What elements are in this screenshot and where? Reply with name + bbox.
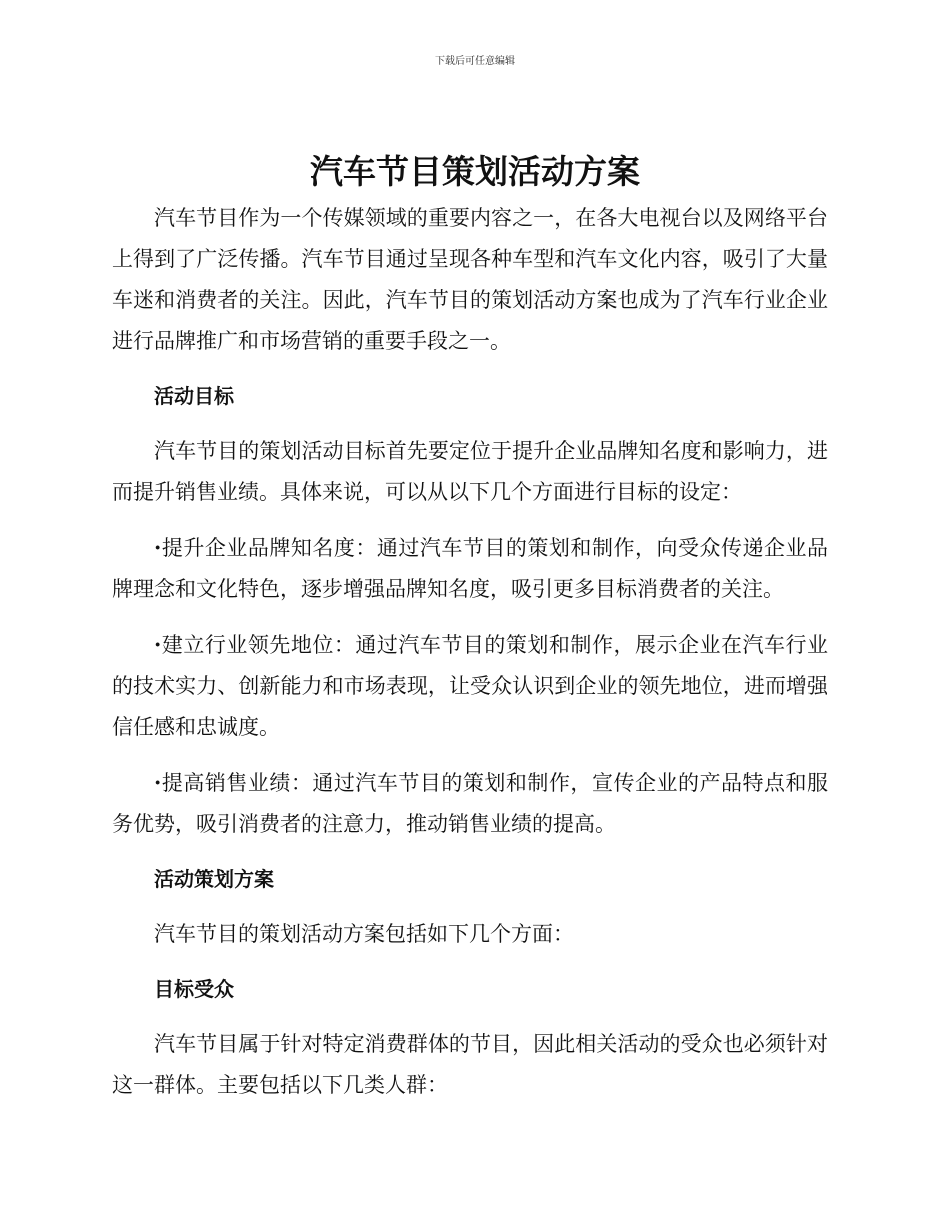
bullet-text: 提高销售业绩：通过汽车节目的策划和制作，宣传企业的产品特点和服务优势，吸引消费者的注意力，推动销售业绩的提高。 (112, 771, 828, 836)
page-header-note: 下载后可任意编辑 (435, 56, 515, 67)
bullet-dot: · (154, 535, 162, 560)
bullet-dot: · (154, 770, 162, 795)
plan-intro-paragraph: 汽车节目的策划活动方案包括如下几个方面： (154, 922, 574, 946)
bullet-text: 提升企业品牌知名度：通过汽车节目的策划和制作，向受众传递企业品牌理念和文化特色，逐步增强品牌知名度，吸引更多目标消费者的关注。 (112, 536, 828, 601)
bullet-item (112, 624, 828, 748)
bullet-text: 建立行业领先地位：通过汽车节目的策划和制作，展示企业在汽车行业的技术实力、创新能力和市场表现，让受众认识到企业的领先地位，进而增强信任感和忠诚度。 (112, 633, 828, 739)
goals-intro-paragraph: 汽车节目的策划活动目标首先要定位于提升企业品牌知名度和影响力，进而提升销售业绩。具体来说，可以从以下几个方面进行目标的设定： (112, 439, 828, 504)
section-heading-goals: 活动目标 (154, 384, 234, 408)
intro-paragraph: 汽车节目作为一个传媒领域的重要内容之一，在各大电视台以及网络平台上得到了广泛传播。汽车节目通过呈现各种车型和汽车文化内容，吸引了大量车迷和消费者的关注。因此，汽车节目的策划活动方案也成为了汽车行业企业进行品牌推广和市场营销的重要手段之一。 (112, 206, 828, 353)
section-heading-plan: 活动策划方案 (154, 867, 274, 891)
bullet-item (112, 527, 828, 610)
document-title: 汽车节目策划活动方案 (310, 152, 640, 191)
audience-intro-paragraph: 汽车节目属于针对特定消费群体的节目，因此相关活动的受众也必须针对这一群体。主要包括以下几类人群： (112, 1032, 828, 1097)
document-body (112, 198, 828, 1120)
bullet-item (112, 762, 828, 845)
bullet-dot: · (154, 632, 162, 657)
section-heading-audience: 目标受众 (154, 977, 234, 1001)
